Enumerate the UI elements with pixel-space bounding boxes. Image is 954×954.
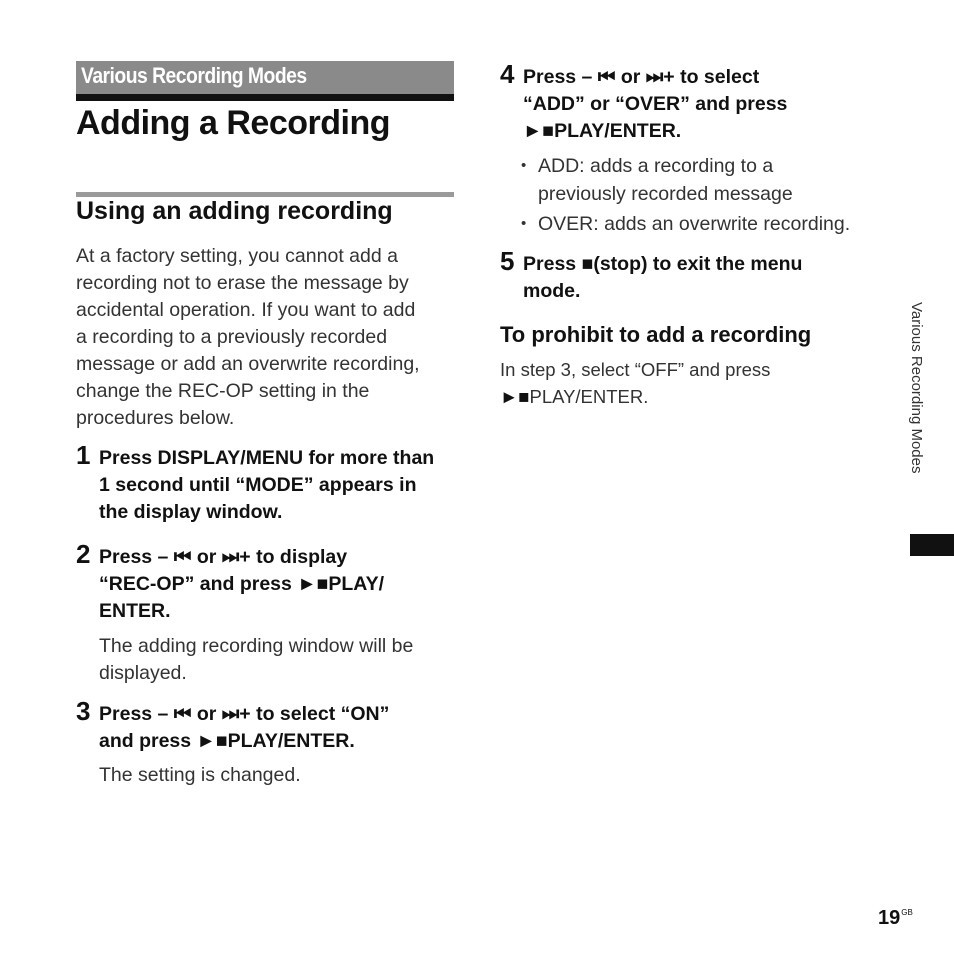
intro-line: accidental operation. If you want to add	[76, 299, 416, 321]
intro-line: a recording to a previously recorded	[76, 326, 388, 348]
step-line	[523, 118, 883, 145]
step-text-part: + to display	[239, 546, 348, 568]
step-text-part: + to select “ON”	[239, 703, 390, 725]
step-text-part: Press –	[523, 66, 593, 88]
step-text-part: or	[196, 703, 217, 725]
step-line	[99, 701, 459, 728]
step-line	[523, 251, 883, 278]
subheading-prohibit: To prohibit to add a recording	[500, 322, 812, 347]
play-stop-icon: ►■	[297, 573, 329, 595]
step-line	[99, 544, 459, 571]
step-2-number: 2	[76, 539, 91, 569]
step-line	[99, 571, 459, 598]
step-text-part: Press	[523, 253, 577, 275]
bullet-dot: •	[521, 215, 527, 232]
next-track-icon: ⏭	[645, 66, 664, 88]
step-line: Press DISPLAY/MENU for more than	[99, 447, 435, 469]
step-5-text	[523, 251, 883, 305]
prohibit-line: In step 3, select “OFF” and press	[500, 359, 771, 380]
step-text-part: Press –	[99, 546, 169, 568]
step-text-part: PLAY/	[328, 573, 385, 595]
section-label: Various Recording Modes	[81, 63, 307, 88]
step-text-part: PLAY/ENTER.	[227, 730, 355, 752]
bullet-line: previously recorded message	[538, 183, 793, 205]
stop-icon: ■	[581, 253, 594, 275]
prev-track-icon: ⏮	[597, 66, 616, 88]
page-number	[878, 907, 913, 930]
side-tab	[908, 302, 932, 522]
step-text-part: PLAY/ENTER.	[554, 120, 682, 142]
bullet-line: ADD: adds a recording to a	[538, 155, 774, 177]
side-tab-label: Various Recording Modes	[908, 302, 925, 474]
page-suffix: GB	[901, 908, 913, 917]
next-track-icon: ⏭	[221, 546, 240, 568]
step-3-number: 3	[76, 696, 91, 726]
bullet-line: OVER: adds an overwrite recording.	[538, 213, 851, 235]
step-5-number: 5	[500, 246, 515, 276]
step-1-number: 1	[76, 440, 91, 470]
note-line: displayed.	[99, 662, 187, 684]
step-line	[99, 728, 459, 755]
step-text-part: or	[196, 546, 217, 568]
play-stop-icon: ►■	[500, 386, 530, 407]
side-tab-marker	[910, 534, 954, 556]
intro-line: message or add an overwrite recording,	[76, 353, 420, 375]
step-3-text	[99, 701, 459, 755]
step-text-part: and press	[99, 730, 192, 752]
step-text-part: (stop) to exit the menu	[593, 253, 803, 275]
intro-line: procedures below.	[76, 407, 235, 429]
step-line: mode.	[523, 280, 581, 302]
step-text-part: Press –	[99, 703, 169, 725]
bullet-over	[521, 210, 898, 238]
step-text-part: “REC-OP” and press	[99, 573, 292, 595]
step-line	[523, 64, 883, 91]
step-line: the display window.	[99, 501, 283, 523]
prev-track-icon: ⏮	[173, 546, 192, 568]
play-stop-icon: ►■	[523, 120, 555, 142]
step-2-note	[99, 633, 459, 687]
section-header-bar	[76, 61, 454, 101]
step-line: “ADD” or “OVER” and press	[523, 93, 788, 115]
play-stop-icon: ►■	[196, 730, 228, 752]
intro-paragraph	[76, 243, 456, 432]
step-3-note: The setting is changed.	[99, 764, 301, 786]
prohibit-paragraph	[500, 356, 880, 410]
step-4-number: 4	[500, 59, 515, 89]
intro-line: recording not to erase the message by	[76, 272, 409, 294]
bullet-dot: •	[521, 157, 527, 174]
page-title: Adding a Recording	[76, 104, 390, 142]
step-text-part: or	[620, 66, 641, 88]
step-text-part: + to select	[663, 66, 760, 88]
intro-line: change the REC-OP setting in the	[76, 380, 370, 402]
prohibit-text-part: PLAY/ENTER.	[529, 386, 649, 407]
prev-track-icon: ⏮	[173, 703, 192, 725]
step-line: 1 second until “MODE” appears in	[99, 474, 417, 496]
step-2-text	[99, 544, 459, 625]
bullet-add	[521, 152, 898, 208]
note-line: The adding recording window will be	[99, 635, 414, 657]
subheading-using: Using an adding recording	[76, 197, 393, 225]
intro-line: At a factory setting, you cannot add a	[76, 245, 398, 267]
step-1-text	[99, 445, 459, 526]
next-track-icon: ⏭	[221, 703, 240, 725]
step-4-text	[523, 64, 883, 145]
step-line: ENTER.	[99, 600, 171, 622]
page-number-value: 19	[878, 907, 901, 929]
prohibit-line	[500, 383, 880, 410]
